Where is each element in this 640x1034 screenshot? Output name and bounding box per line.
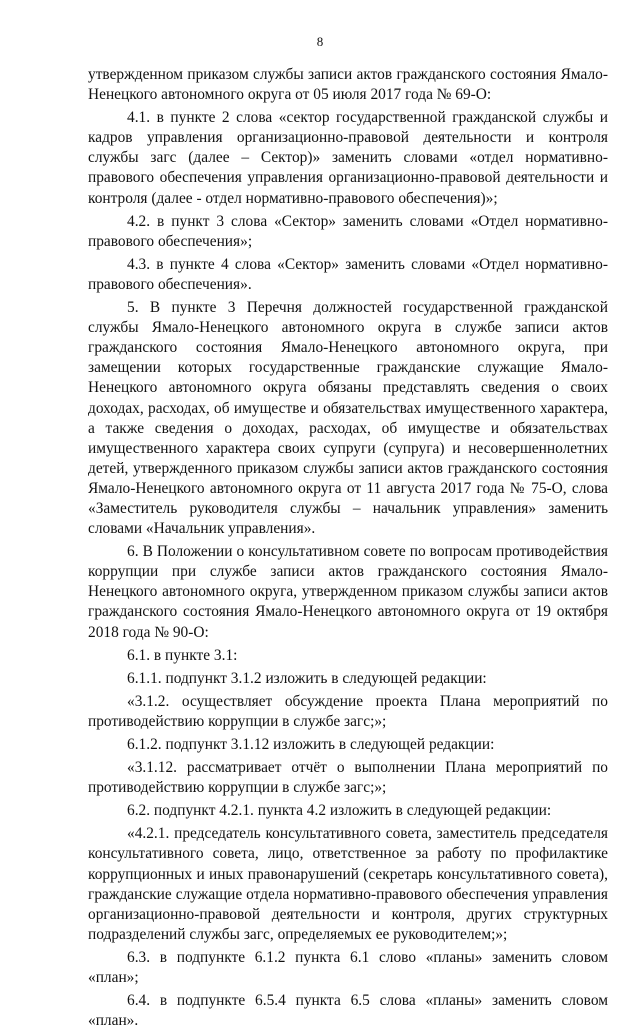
paragraph-5: 5. В пункте 3 Перечня должностей государственной гражданской службы Ямало-Ненецкого автономного округа в службе записи актов гражданского состояния Ямало-Ненецкого автономного округа, при замещении которых государственные гражданские служащие Ямало-Ненецкого автономного округа обязаны представлять сведения о своих доходах, расходах, об имуществе и обязательствах имущественного характера, а также сведения о доходах, расходах, об имуществе и обязательствах имущественного характера своих супруги (супруга) и несовершеннолетних детей, утвержденного приказом службы записи актов гражданского состояния Ямало-Ненецкого автономного округа от 11 августа 2017 года № 75-О, слова «Заместитель руководителя службы – начальник управления» заменить словами «Начальник управления».: [88, 299, 608, 538]
paragraph-6-1-1: 6.1.1. подпункт 3.1.2 изложить в следующей редакции:: [127, 669, 487, 687]
paragraph-6: 6. В Положении о консультативном совете по вопросам противодействия коррупции при службе записи актов гражданского состояния Ямало-Ненецкого автономного округа, утвержденном приказом службы записи актов гражданского состояния Ямало-Ненецкого автономного округа от 19 октября 2018 года № 90-О:: [88, 543, 608, 641]
quote-4-2-1: «4.2.1. председатель консультативного совета, заместитель председателя консультативного совета, лицо, ответственное за работу по профилактике коррупционных и иных правонарушений (секретарь консультативного совета), гражданские служащие отдела нормативно-правового обеспечения управления организационно-правовой деятельности и контроля, других структурных подразделений службы загс, определяемых ее руководителем;»;: [88, 825, 608, 943]
quote-3-1-12: «3.1.12. рассматривает отчёт о выполнении Плана мероприятий по противодействию коррупции в службе загс;»;: [88, 759, 608, 797]
paragraph-4-3: 4.3. в пункте 4 слова «Сектор» заменить словами «Отдел нормативно-правового обеспечения».: [88, 255, 608, 293]
paragraph-6-1: 6.1. в пункте 3.1:: [127, 646, 238, 664]
paragraph-4-2: 4.2. в пункт 3 слова «Сектор» заменить словами «Отдел нормативно-правового обеспечения»;: [88, 212, 608, 250]
paragraph-6-4: 6.4. в подпункте 6.5.4 пункта 6.5 слова «планы» заменить словом «план».: [88, 992, 608, 1030]
document-body: [88, 65, 608, 1034]
quote-3-1-2: «3.1.2. осуществляет обсуждение проекта Плана мероприятий по противодействию коррупции в службе загс;»;: [88, 692, 608, 730]
paragraph-4-1: 4.1. в пункте 2 слова «сектор государственной гражданской службы и кадров управления организационно-правовой деятельности и контроля службы загс (далее – Сектор)» заменить словами «отдел нормативно-правового обеспечения управления организационно-правовой деятельности и контроля (далее - отдел нормативно-правового обеспечения)»;: [88, 109, 608, 207]
page-number: 8: [316, 34, 324, 49]
paragraph-6-3: 6.3. в подпункте 6.1.2 пункта 6.1 слово «планы» заменить словом «план»;: [88, 948, 608, 987]
paragraph-6-1-2: 6.1.2. подпункт 3.1.12 изложить в следующей редакции:: [127, 736, 495, 753]
paragraph-intro: утвержденном приказом службы записи актов гражданского состояния Ямало-Ненецкого автономного округа от 05 июля 2017 года № 69-О:: [88, 66, 608, 104]
paragraph-6-2: 6.2. подпункт 4.2.1. пункта 4.2 изложить в следующей редакции:: [127, 802, 552, 820]
